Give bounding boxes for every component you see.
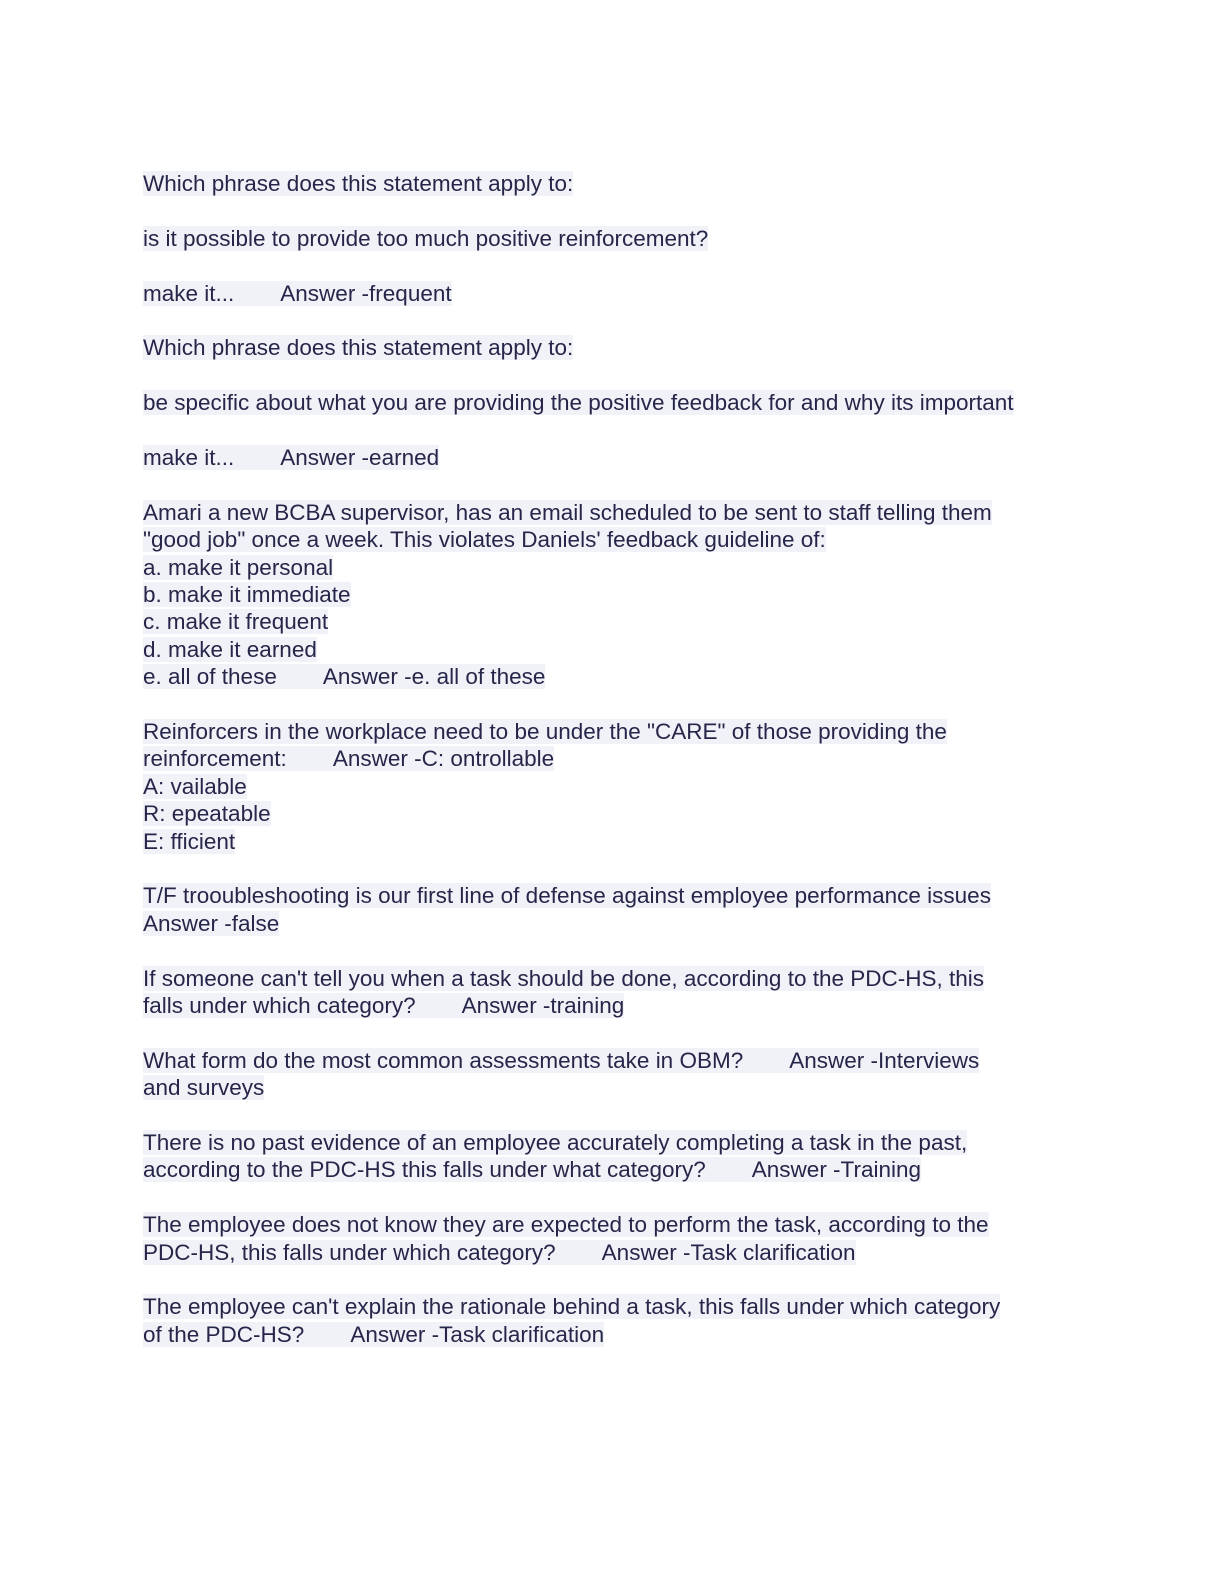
question-prompt: Which phrase does this statement apply to: bbox=[143, 335, 574, 361]
answer-text: Answer -false bbox=[143, 910, 280, 936]
question-stem: make it... bbox=[143, 280, 235, 306]
question-line: What form do the most common assessments take in OBM? bbox=[143, 1047, 744, 1073]
answer-text: Answer -Interviews bbox=[789, 1047, 980, 1073]
question-line: The employee does not know they are expected to perform the task, according to the bbox=[143, 1212, 989, 1238]
question-prompt: Which phrase does this statement apply to: bbox=[143, 171, 574, 196]
qa-item-2-answer bbox=[143, 444, 1083, 471]
care-item-a: A: vailable bbox=[143, 773, 247, 799]
qa-item-2 bbox=[143, 334, 1083, 361]
qa-item-3 bbox=[143, 499, 1083, 691]
option-a: a. make it personal bbox=[143, 554, 334, 580]
answer-text: Answer -training bbox=[461, 993, 625, 1019]
question-line: "good job" once a week. This violates Daniels' feedback guideline of: bbox=[143, 527, 826, 553]
qa-item-8 bbox=[143, 1129, 1083, 1184]
care-item-r: R: epeatable bbox=[143, 801, 271, 827]
question-line: reinforcement: bbox=[143, 746, 287, 772]
qa-item-1-answer bbox=[143, 280, 1083, 307]
answer-text: Answer -frequent bbox=[280, 280, 452, 306]
answer-text: Answer -Task clarification bbox=[601, 1239, 856, 1265]
question-statement: be specific about what you are providing the positive feedback for and why its important bbox=[143, 390, 1014, 416]
question-statement: is it possible to provide too much positive reinforcement? bbox=[143, 225, 709, 251]
answer-text: Answer -Training bbox=[751, 1157, 922, 1183]
qa-item-4 bbox=[143, 718, 1083, 855]
question-line: There is no past evidence of an employee accurately completing a task in the past, bbox=[143, 1130, 968, 1156]
document-page bbox=[143, 170, 1083, 1376]
qa-item-6 bbox=[143, 965, 1083, 1020]
answer-text: Answer -Task clarification bbox=[350, 1321, 605, 1347]
question-line: The employee can't explain the rationale behind a task, this falls under which category bbox=[143, 1294, 1001, 1320]
option-e: e. all of these bbox=[143, 664, 277, 690]
option-c: c. make it frequent bbox=[143, 609, 329, 635]
qa-item-1 bbox=[143, 170, 1083, 197]
qa-item-5 bbox=[143, 882, 1083, 937]
care-item-e: E: fficient bbox=[143, 828, 236, 854]
qa-item-7 bbox=[143, 1047, 1083, 1102]
question-stem: make it... bbox=[143, 444, 235, 470]
answer-text: Answer -earned bbox=[280, 444, 440, 470]
question-line: Reinforcers in the workplace need to be under the "CARE" of those providing the bbox=[143, 719, 947, 745]
qa-item-9 bbox=[143, 1211, 1083, 1266]
question-line: If someone can't tell you when a task should be done, according to the PDC-HS, this bbox=[143, 965, 985, 991]
question-line: according to the PDC-HS this falls under what category? bbox=[143, 1157, 706, 1183]
question-line: T/F trooubleshooting is our first line of defense against employee performance issues bbox=[143, 883, 991, 909]
question-line: falls under which category? bbox=[143, 993, 416, 1019]
qa-item-1-statement bbox=[143, 225, 1083, 252]
answer-text: Answer -C: ontrollable bbox=[332, 746, 555, 772]
question-line: of the PDC-HS? bbox=[143, 1321, 305, 1347]
question-line: Amari a new BCBA supervisor, has an email scheduled to be sent to staff telling them bbox=[143, 499, 992, 525]
qa-item-2-statement bbox=[143, 389, 1083, 416]
qa-item-10 bbox=[143, 1293, 1083, 1348]
question-line: PDC-HS, this falls under which category? bbox=[143, 1239, 556, 1265]
option-d: d. make it earned bbox=[143, 636, 317, 662]
answer-text-continued: and surveys bbox=[143, 1075, 265, 1101]
option-b: b. make it immediate bbox=[143, 582, 351, 607]
answer-text: Answer -e. all of these bbox=[322, 664, 546, 690]
